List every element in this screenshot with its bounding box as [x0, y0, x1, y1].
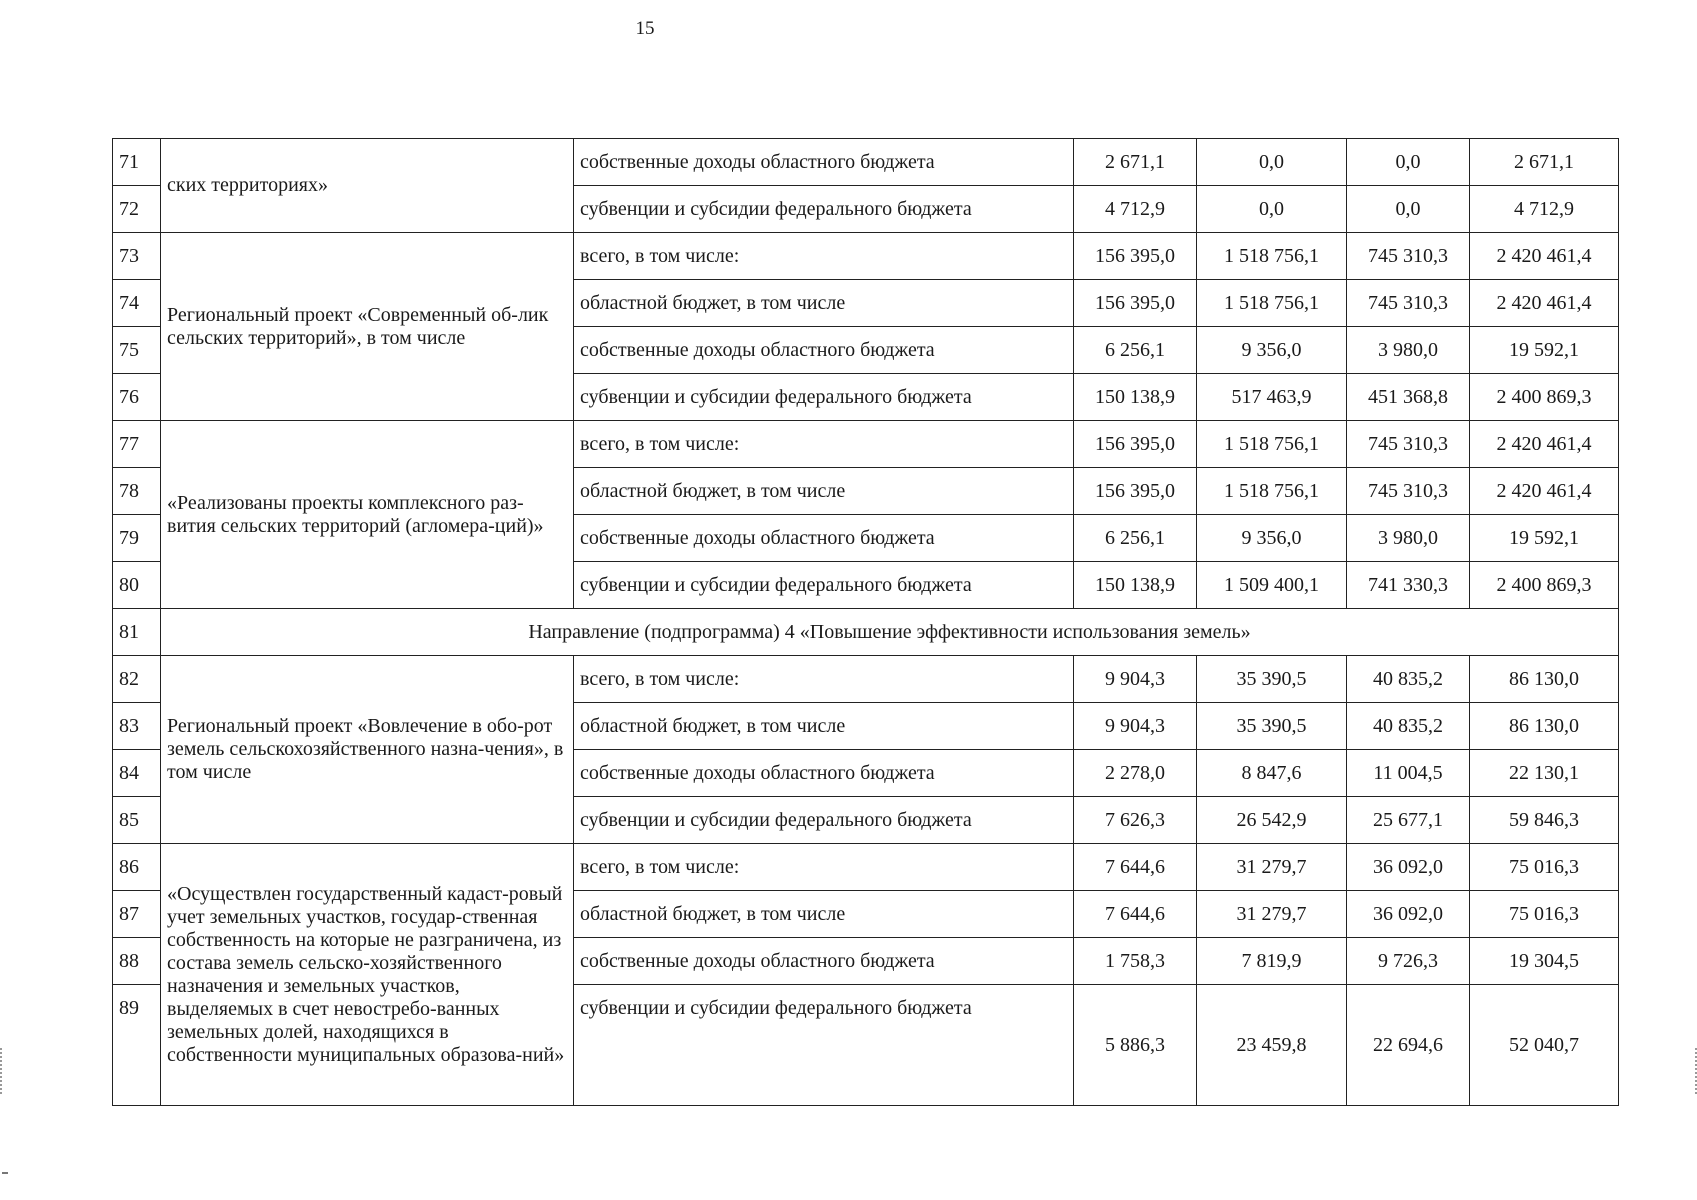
budget-table: [112, 138, 1619, 1106]
value-total: 75 016,3: [1470, 891, 1619, 938]
value-total: 2 420 461,4: [1470, 280, 1619, 327]
row-number: 76: [113, 374, 161, 421]
funding-source: субвенции и субсидии федерального бюджета: [574, 186, 1074, 233]
value-total: 2 420 461,4: [1470, 468, 1619, 515]
scan-artifact-right: [1693, 1048, 1697, 1094]
value-col-2: 35 390,5: [1197, 656, 1347, 703]
row-number: 78: [113, 468, 161, 515]
row-number: 77: [113, 421, 161, 468]
value-col-1: 7 644,6: [1074, 891, 1197, 938]
row-number: 79: [113, 515, 161, 562]
funding-source: собственные доходы областного бюджета: [574, 139, 1074, 186]
row-number: 73: [113, 233, 161, 280]
program-name: ских территориях»: [161, 139, 574, 233]
value-total: 2 420 461,4: [1470, 233, 1619, 280]
value-col-2: 31 279,7: [1197, 844, 1347, 891]
value-col-3: 40 835,2: [1347, 656, 1470, 703]
funding-source: субвенции и субсидии федерального бюджета: [574, 562, 1074, 609]
value-col-2: 9 356,0: [1197, 327, 1347, 374]
funding-source: областной бюджет, в том числе: [574, 468, 1074, 515]
value-col-3: 9 726,3: [1347, 938, 1470, 985]
funding-source: субвенции и субсидии федерального бюджета: [574, 374, 1074, 421]
table-row: [113, 139, 1619, 186]
value-col-2: 0,0: [1197, 139, 1347, 186]
value-col-2: 9 356,0: [1197, 515, 1347, 562]
value-col-1: 9 904,3: [1074, 656, 1197, 703]
value-col-2: 0,0: [1197, 186, 1347, 233]
table-row: [113, 844, 1619, 891]
value-col-2: 8 847,6: [1197, 750, 1347, 797]
value-col-3: 745 310,3: [1347, 280, 1470, 327]
value-col-3: 745 310,3: [1347, 421, 1470, 468]
value-col-3: 0,0: [1347, 139, 1470, 186]
value-col-3: 741 330,3: [1347, 562, 1470, 609]
scan-artifact-left: [0, 1048, 4, 1094]
funding-source: всего, в том числе:: [574, 421, 1074, 468]
funding-source: областной бюджет, в том числе: [574, 703, 1074, 750]
value-col-3: 25 677,1: [1347, 797, 1470, 844]
funding-source: областной бюджет, в том числе: [574, 280, 1074, 327]
value-col-1: 6 256,1: [1074, 327, 1197, 374]
value-col-2: 26 542,9: [1197, 797, 1347, 844]
value-col-1: 5 886,3: [1074, 985, 1197, 1106]
section-row: [113, 609, 1619, 656]
value-total: 86 130,0: [1470, 703, 1619, 750]
value-col-2: 23 459,8: [1197, 985, 1347, 1106]
value-col-3: 745 310,3: [1347, 233, 1470, 280]
value-total: 2 400 869,3: [1470, 562, 1619, 609]
value-total: 2 420 461,4: [1470, 421, 1619, 468]
value-col-2: 1 518 756,1: [1197, 233, 1347, 280]
value-total: 22 130,1: [1470, 750, 1619, 797]
value-col-1: 2 278,0: [1074, 750, 1197, 797]
value-total: 75 016,3: [1470, 844, 1619, 891]
funding-source: субвенции и субсидии федерального бюджета: [574, 797, 1074, 844]
funding-source: собственные доходы областного бюджета: [574, 938, 1074, 985]
funding-source: всего, в том числе:: [574, 656, 1074, 703]
value-col-3: 36 092,0: [1347, 891, 1470, 938]
value-total: 52 040,7: [1470, 985, 1619, 1106]
value-col-1: 6 256,1: [1074, 515, 1197, 562]
value-col-1: 156 395,0: [1074, 233, 1197, 280]
section-title: Направление (подпрограмма) 4 «Повышение эффективности использования земель»: [161, 609, 1619, 656]
value-col-1: 156 395,0: [1074, 468, 1197, 515]
funding-source: областной бюджет, в том числе: [574, 891, 1074, 938]
value-total: 19 592,1: [1470, 515, 1619, 562]
value-col-3: 451 368,8: [1347, 374, 1470, 421]
value-col-1: 156 395,0: [1074, 421, 1197, 468]
value-total: 2 400 869,3: [1470, 374, 1619, 421]
funding-source: субвенции и субсидии федерального бюджета: [574, 985, 1074, 1106]
value-total: 86 130,0: [1470, 656, 1619, 703]
table-row: [113, 233, 1619, 280]
value-col-2: 1 518 756,1: [1197, 421, 1347, 468]
scan-artifact-dot: [2, 1172, 8, 1174]
value-col-3: 40 835,2: [1347, 703, 1470, 750]
value-col-1: 156 395,0: [1074, 280, 1197, 327]
row-number: 89: [113, 985, 161, 1106]
row-number: 88: [113, 938, 161, 985]
row-number: 84: [113, 750, 161, 797]
funding-source: всего, в том числе:: [574, 233, 1074, 280]
value-total: 19 592,1: [1470, 327, 1619, 374]
row-number: 72: [113, 186, 161, 233]
row-number: 80: [113, 562, 161, 609]
value-col-2: 31 279,7: [1197, 891, 1347, 938]
value-total: 59 846,3: [1470, 797, 1619, 844]
program-name: Региональный проект «Вовлечение в обо-рот земель сельскохозяйственного назна-чения», в том числе: [161, 656, 574, 844]
program-name: «Осуществлен государственный кадаст-ровый учет земельных участков, государ-ственная собственность на которые не разграничена, из состава земель сельско-хозяйственного назначения и земельных участков, выделяемых в счет невостребо-ванных земельных долей, находящихся в собственности муниципальных образова-ний»: [161, 844, 574, 1106]
row-number: 81: [113, 609, 161, 656]
value-col-3: 0,0: [1347, 186, 1470, 233]
value-total: 19 304,5: [1470, 938, 1619, 985]
value-col-1: 7 644,6: [1074, 844, 1197, 891]
value-col-3: 3 980,0: [1347, 327, 1470, 374]
table-row: [113, 656, 1619, 703]
page-number: 15: [635, 18, 655, 39]
value-col-1: 1 758,3: [1074, 938, 1197, 985]
value-col-1: 7 626,3: [1074, 797, 1197, 844]
row-number: 87: [113, 891, 161, 938]
program-name: Региональный проект «Современный об-лик сельских территорий», в том числе: [161, 233, 574, 421]
row-number: 74: [113, 280, 161, 327]
value-col-1: 2 671,1: [1074, 139, 1197, 186]
value-col-1: 4 712,9: [1074, 186, 1197, 233]
funding-source: собственные доходы областного бюджета: [574, 327, 1074, 374]
value-col-2: 1 518 756,1: [1197, 280, 1347, 327]
value-total: 4 712,9: [1470, 186, 1619, 233]
row-number: 85: [113, 797, 161, 844]
value-col-3: 36 092,0: [1347, 844, 1470, 891]
value-col-3: 22 694,6: [1347, 985, 1470, 1106]
funding-source: собственные доходы областного бюджета: [574, 750, 1074, 797]
table-row: [113, 421, 1619, 468]
value-total: 2 671,1: [1470, 139, 1619, 186]
funding-source: собственные доходы областного бюджета: [574, 515, 1074, 562]
value-col-1: 9 904,3: [1074, 703, 1197, 750]
funding-source: всего, в том числе:: [574, 844, 1074, 891]
row-number: 86: [113, 844, 161, 891]
value-col-3: 745 310,3: [1347, 468, 1470, 515]
value-col-2: 35 390,5: [1197, 703, 1347, 750]
value-col-2: 1 518 756,1: [1197, 468, 1347, 515]
value-col-1: 150 138,9: [1074, 562, 1197, 609]
program-name: «Реализованы проекты комплексного раз-вития сельских территорий (агломера-ций)»: [161, 421, 574, 609]
row-number: 71: [113, 139, 161, 186]
value-col-2: 1 509 400,1: [1197, 562, 1347, 609]
value-col-3: 11 004,5: [1347, 750, 1470, 797]
row-number: 75: [113, 327, 161, 374]
value-col-3: 3 980,0: [1347, 515, 1470, 562]
row-number: 83: [113, 703, 161, 750]
row-number: 82: [113, 656, 161, 703]
value-col-2: 517 463,9: [1197, 374, 1347, 421]
value-col-1: 150 138,9: [1074, 374, 1197, 421]
value-col-2: 7 819,9: [1197, 938, 1347, 985]
